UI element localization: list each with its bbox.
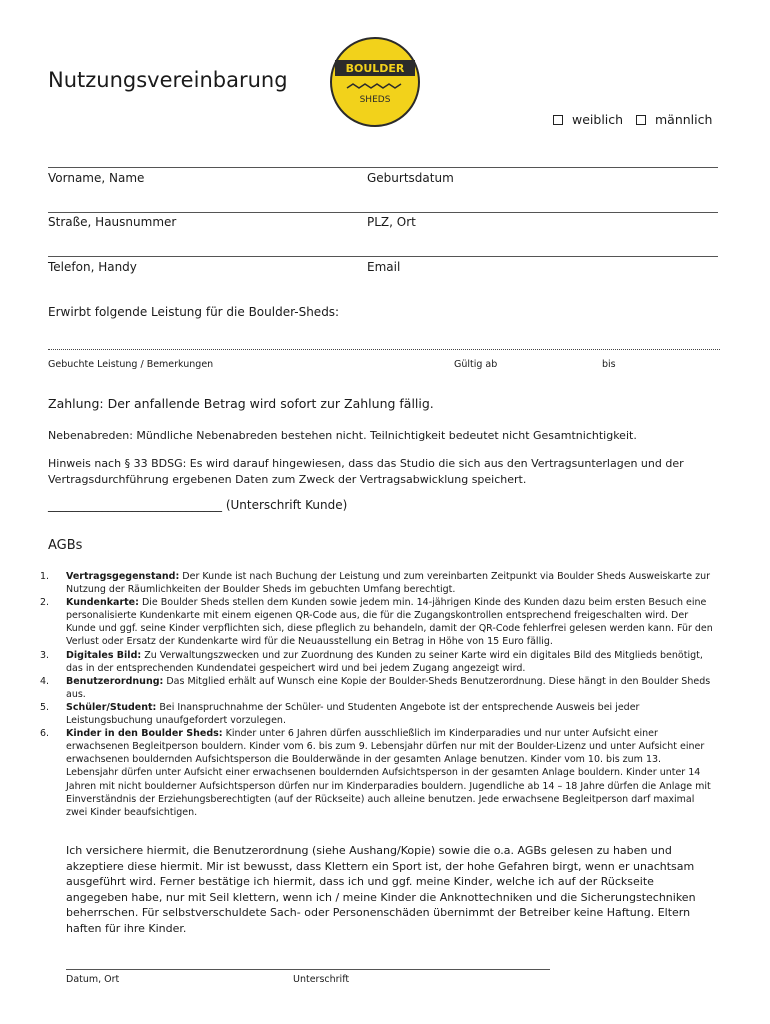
zip-city-label: PLZ, Ort xyxy=(367,215,416,229)
gender-male-option[interactable] xyxy=(636,112,712,127)
agb-list xyxy=(40,570,716,819)
service-field-line[interactable] xyxy=(48,349,720,350)
payment-text: Zahlung: Der anfallende Betrag wird sofort zur Zahlung fällig. xyxy=(48,396,434,411)
agb-item: 2. Kundenkarte: Die Boulder Sheds stellen dem Kunden sowie jedem min. 14-jährigen Kinde des Kunden dazu beim ersten Besuch eine personalisierte Kundenkarte mit einem eigenen QR-Code aus, die für die Zugangskontrollen entsprechend freigeschalten wird. Der Kunde und ggf. seine Kinder verpflichten sich, diese pfleglich zu behandeln, damit der QR-Code fehlerfrei gelesen werden kann. Für den Verlust oder Ersatz der Kundenkarte wird für die Neuausstellung ein Betrag in Höhe von 15 Euro fällig. xyxy=(40,597,713,648)
name-label: Vorname, Name xyxy=(48,171,145,185)
declaration-text: Ich versichere hiermit, die Benutzerordnung (siehe Aushang/Kopie) sowie die o.a. AGBs gelesen zu haben und akzeptiere diese hiermit. Mir ist bewusst, dass Klettern ein Sport ist, der hohe Gefahren birgt, wenn er unachtsam ausgeführt wird. Ferner bestätige ich hiermit, dass ich und ggf. meine Kinder, welche ich auf der Rückseite angegeben habe, nur mit Seil klettern, wenn ich / meine Kinder die Anknottechniken und die Sicherungstechniken beherrschen. Für selbstverschuldete Sach- oder Personenschäden übernimmt der Betreiber keine Haftung. Eltern haften für ihre Kinder. xyxy=(66,844,696,935)
date-place-label: Datum, Ort xyxy=(66,974,120,985)
page-title: Nutzungsvereinbarung xyxy=(48,68,288,92)
phone-field-line[interactable] xyxy=(48,256,718,257)
agb-heading: AGBs xyxy=(48,538,83,553)
signature-label: Unterschrift xyxy=(293,974,350,985)
agb-item: 4. Benutzerordnung: Das Mitglied erhält auf Wunsch eine Kopie der Boulder-Sheds Benutzerordnung. Diese hängt in den Boulder Sheds aus. xyxy=(40,675,711,700)
name-field-line[interactable] xyxy=(48,167,718,168)
boulder-sheds-logo xyxy=(329,36,421,128)
street-field-line[interactable] xyxy=(48,212,718,213)
footer-signature-line[interactable] xyxy=(66,969,550,970)
male-label: männlich xyxy=(655,112,713,127)
female-label: weiblich xyxy=(572,112,624,127)
street-label: Straße, Hausnummer xyxy=(48,215,177,229)
agb-item: 5. Schüler/Student: Bei Inanspruchnahme der Schüler- und Studenten Angebote ist der entsprechende Ausweis bei jeder Leistungsbuchung unaufgefordert vorzulegen. xyxy=(40,701,640,727)
agb-item: 1. Vertragsgegenstand: Der Kunde ist nach Buchung der Leistung und zum vereinbarten Zeitpunkt via Boulder Sheds Ausweiskarte zur Nutzung der Räumlichkeiten der Boulder Sheds im gebuchten Umfang berechtigt. xyxy=(40,571,711,596)
logo-text-top: BOULDER xyxy=(345,62,405,75)
logo-text-bottom: SHEDS xyxy=(359,95,391,105)
gender-female-option[interactable] xyxy=(553,112,623,127)
customer-signature-field[interactable]: _____________________________ (Unterschrift Kunde) xyxy=(48,498,348,512)
female-checkbox[interactable] xyxy=(553,115,563,125)
phone-label: Telefon, Handy xyxy=(48,260,137,274)
side-agreements-text: Nebenabreden: Mündliche Nebenabreden bestehen nicht. Teilnichtigkeit bedeutet nicht Gesamtnichtigkeit. xyxy=(48,429,637,442)
birthdate-label: Geburtsdatum xyxy=(367,171,454,185)
agb-item: 6. Kinder in den Boulder Sheds: Kinder unter 6 Jahren dürfen ausschließlich im Kinderparadies und nur unter Aufsicht einer erwachsenen Begleitperson bouldern. Kinder vom 6. bis zum 9. Lebensjahr dürfen nur mit der Boulder-Lizenz und unter Aufsicht einer erwachsenen bouldernden Aufsichtsperson die Boulderwände in der gesamten Anlage benutzen. Kinder vom 10. bis zum 13. Lebensjahr dürfen unter Aufsicht einer erwachsenen bouldernden Aufsichtsperson in der gesamten Anlage bouldern. Kinder unter 14 Jahren mit nicht boulderner Aufsichtsperson dürfen nur im Kinderparadies bouldern. Jugendliche ab 14 – 18 Jahre dürfen die Anlage mit Einverständnis der Erziehungsberechtigten (auf der Rückseite) auch alleine benutzen. Jede erwachsene Begleitperson darf maximal zwei Kinder beaufsichtigen. xyxy=(40,728,711,818)
data-protection-notice: Hinweis nach § 33 BDSG: Es wird darauf hingewiesen, dass das Studio die sich aus den Vertragsunterlagen und der Vertragsdurchführung ergebenen Daten zum Zweck der Vertragsabwicklung speichert. xyxy=(48,457,684,486)
agb-item: 3. Digitales Bild: Zu Verwaltungszwecken und zur Zuordnung des Kunden zu seiner Karte wird ein digitales Bild des Mitglieds benötigt, das in der entsprechenden Kundendatei gespeichert wird und bei jedem Zugang angezeigt wird. xyxy=(40,649,703,674)
email-label: Email xyxy=(367,260,401,274)
valid-from-label: Gültig ab xyxy=(454,359,498,370)
booked-service-label: Gebuchte Leistung / Bemerkungen xyxy=(48,359,214,370)
service-heading: Erwirbt folgende Leistung für die Boulder-Sheds: xyxy=(48,305,340,319)
valid-until-label: bis xyxy=(602,359,616,370)
male-checkbox[interactable] xyxy=(636,115,646,125)
